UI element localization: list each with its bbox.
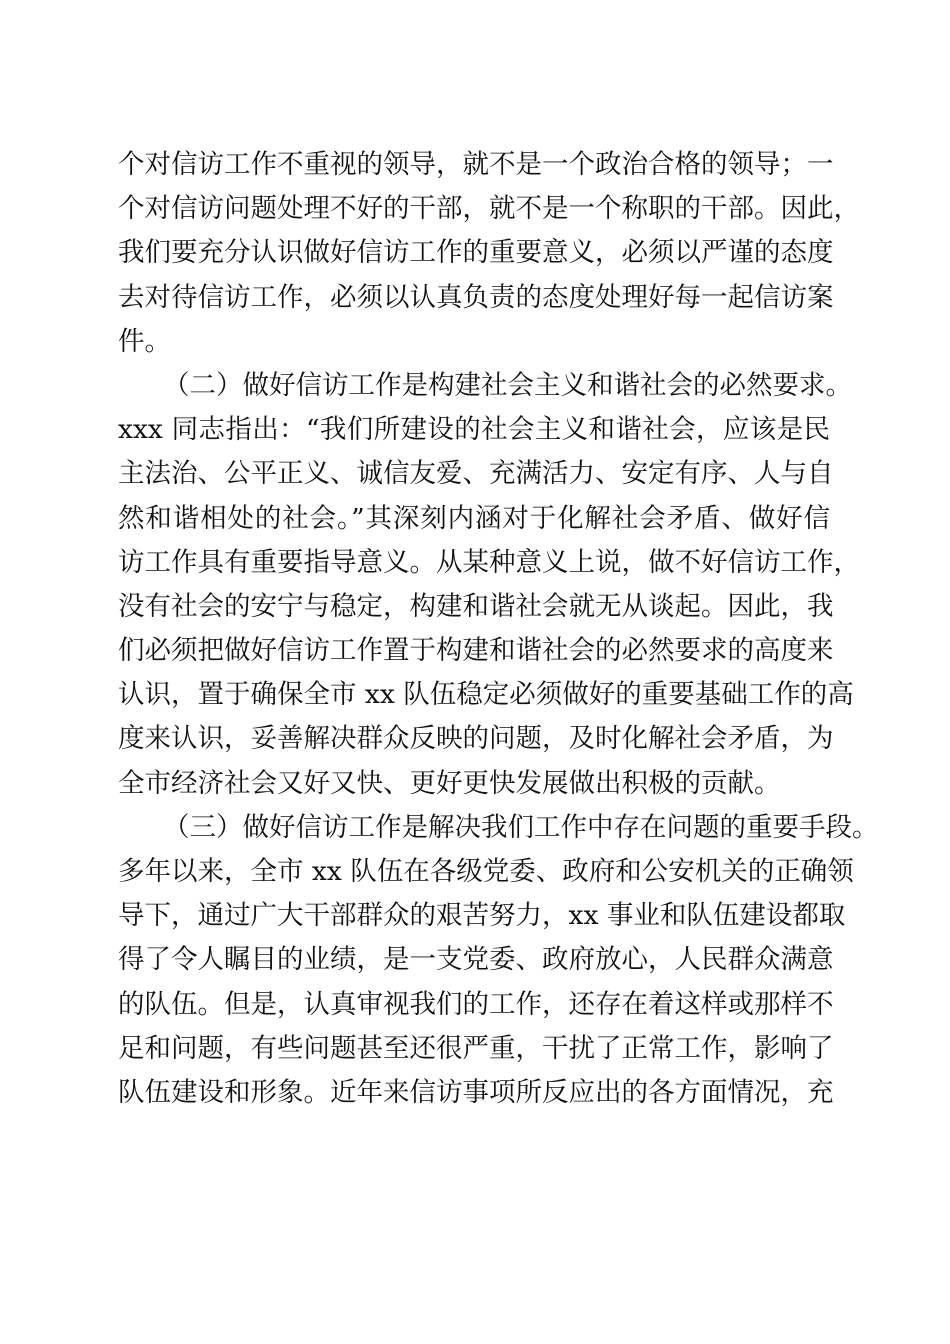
- text-line: 导下，通过广大干部群众的艰苦努力，xx 事业和队伍建设都取: [118, 900, 846, 932]
- text-line: 得了令人瞩目的业绩，是一支党委、政府放心，人民群众满意: [118, 944, 834, 976]
- document-body: [118, 143, 879, 1115]
- text-line: 队伍建设和形象。近年来信访事项所反应出的各方面情况，充: [118, 1076, 834, 1108]
- text-line: 的队伍。但是，认真审视我们的工作，还存在着这样或那样不: [118, 988, 834, 1020]
- text-line: 件。: [118, 325, 171, 357]
- text-line: 主法治、公平正义、诚信友爱、充满活力、安定有序、人与自: [118, 458, 834, 490]
- text-line: 没有社会的安宁与稳定，构建和谐社会就无从谈起。因此，我: [118, 590, 834, 622]
- text-line: xxx 同志指出：“我们所建设的社会主义和谐社会，应该是民: [118, 414, 830, 446]
- text-line: 去对待信访工作，必须以认真负责的态度处理好每一起信访案: [118, 281, 834, 313]
- text-line: 个对信访问题处理不好的干部，就不是一个称职的干部。因此，: [118, 193, 860, 225]
- text-line: 度来认识，妥善解决群众反映的问题，及时化解社会矛盾，为: [118, 723, 834, 755]
- text-line: 认识，置于确保全市 xx 队伍稳定必须做好的重要基础工作的高: [118, 679, 854, 711]
- section-heading-3: （三）做好信访工作是解决我们工作中存在问题的重要手段。: [163, 811, 879, 843]
- text-line: 我们要充分认识做好信访工作的重要意义，必须以严谨的态度: [118, 237, 834, 269]
- text-line: 访工作具有重要指导意义。从某种意义上说，做不好信访工作，: [118, 546, 860, 578]
- text-line: 全市经济社会又好又快、更好更快发展做出积极的贡献。: [118, 767, 781, 799]
- text-line: 多年以来，全市 xx 队伍在各级党委、政府和公安机关的正确领: [118, 856, 854, 887]
- section-heading-2: （二）做好信访工作是构建社会主义和谐社会的必然要求。: [163, 369, 852, 401]
- text-line: 们必须把做好信访工作置于构建和谐社会的必然要求的高度来: [118, 635, 834, 667]
- text-line: 个对信访工作不重视的领导，就不是一个政治合格的领导；一: [118, 149, 834, 180]
- text-line: 然和谐相处的社会。”其深刻内涵对于化解社会矛盾、做好信: [118, 502, 830, 534]
- text-line: 足和问题，有些问题甚至还很严重，干扰了正常工作，影响了: [118, 1032, 834, 1064]
